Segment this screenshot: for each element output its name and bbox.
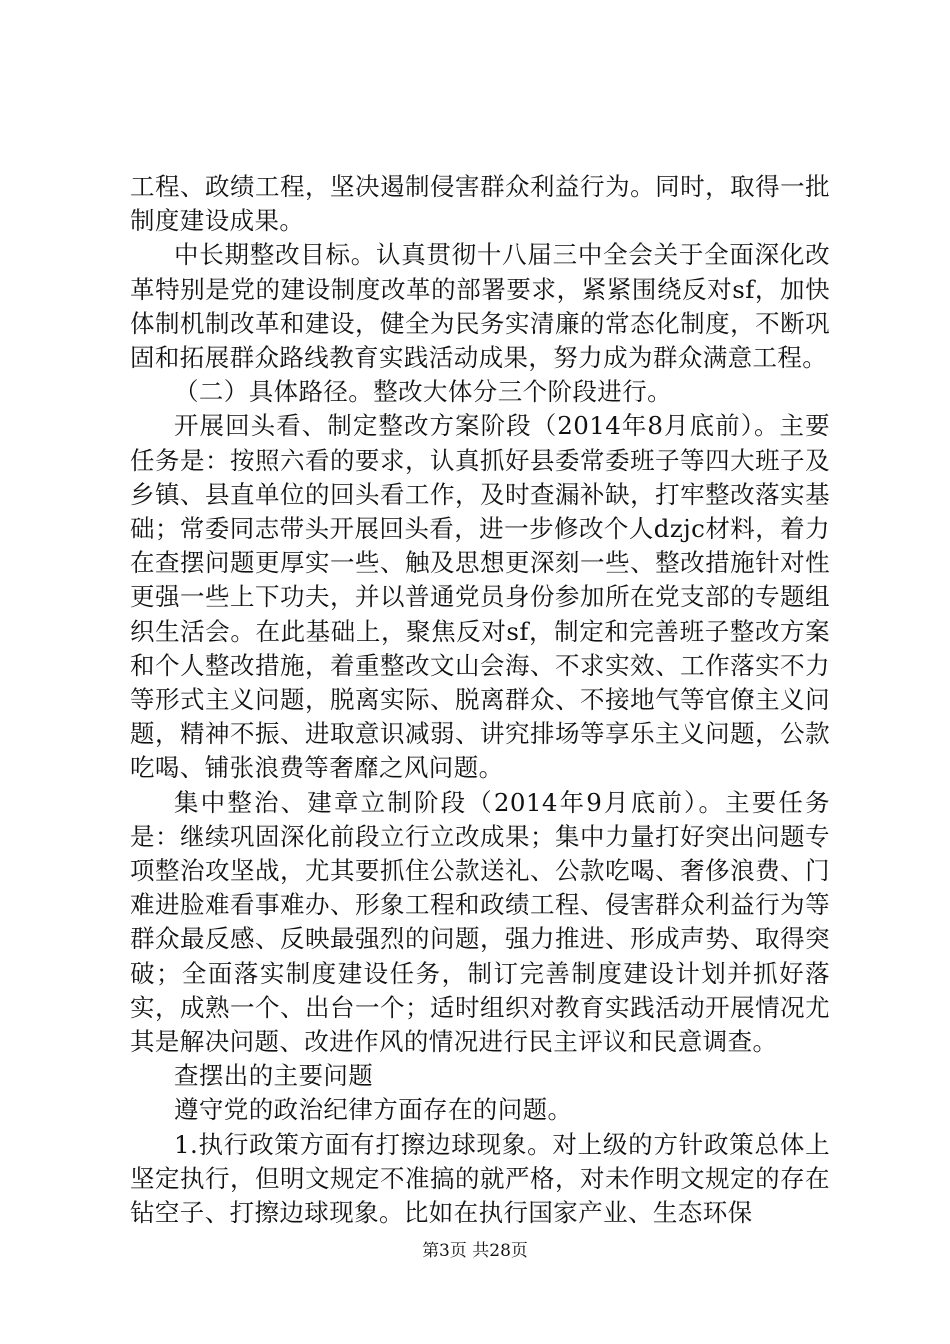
- paragraph-long-term-goal: 中长期整改目标。认真贯彻十八届三中全会关于全面深化改革特别是党的建设制度改革的部署要求，紧紧围绕反对sf，加快体制机制改革和建设，健全为民务实清廉的常态化制度，不断巩固和拓展群众路线教育实践活动成果，努力成为群众满意工程。: [130, 240, 830, 373]
- paragraph-policy-execution: 1.执行政策方面有打擦边球现象。对上级的方针政策总体上坚定执行，但明文规定不准搞的就严格，对未作明文规定的存在钻空子、打擦边球现象。比如在执行国家产业、生态环保: [130, 1129, 830, 1228]
- paragraph-phase-one: 开展回头看、制定整改方案阶段（2014年8月底前）。主要任务是：按照六看的要求，认真抓好县委常委班子等四大班子及乡镇、县直单位的回头看工作，及时查漏补缺，打牢整改落实基础；常委同志带头开展回头看，进一步修改个人dzjc材料，着力在查摆问题更厚实一些、触及思想更深刻一些、整改措施针对性更强一些上下功夫，并以普通党员身份参加所在党支部的专题组织生活会。在此基础上，聚焦反对sf，制定和完善班子整改方案和个人整改措施，着重整改文山会海、不求实效、工作落实不力等形式主义问题，脱离实际、脱离群众、不接地气等官僚主义问题，精神不振、进取意识减弱、讲究排场等享乐主义问题，公款吃喝、铺张浪费等奢靡之风问题。: [130, 411, 830, 783]
- paragraph-phase-two: 集中整治、建章立制阶段（2014年9月底前）。主要任务是：继续巩固深化前段立行立改成果；集中力量打好突出问题专项整治攻坚战，尤其要抓住公款送礼、公款吃喝、奢侈浪费、门难进脸难看事难办、形象工程和政绩工程、侵害群众利益行为等群众最反感、反映最强烈的问题，强力推进、形成声势、取得突破；全面落实制度建设任务，制订完善制度建设计划并抓好落实，成熟一个、出台一个；适时组织对教育实践活动开展情况尤其是解决问题、改进作风的情况进行民主评议和民意调查。: [130, 787, 830, 1057]
- page-number: 第3页 共28页: [422, 1241, 528, 1261]
- page-footer: [0, 1240, 950, 1262]
- section-heading-political-discipline: 遵守党的政治纪律方面存在的问题。: [174, 1095, 573, 1125]
- section-heading-main-problems: 查摆出的主要问题: [174, 1061, 374, 1091]
- paragraph-specific-path: （二）具体路径。整改大体分三个阶段进行。: [174, 377, 672, 407]
- document-body: [130, 170, 830, 1230]
- paragraph-continuation: 工程、政绩工程，坚决遏制侵害群众利益行为。同时，取得一批制度建设成果。: [130, 172, 830, 236]
